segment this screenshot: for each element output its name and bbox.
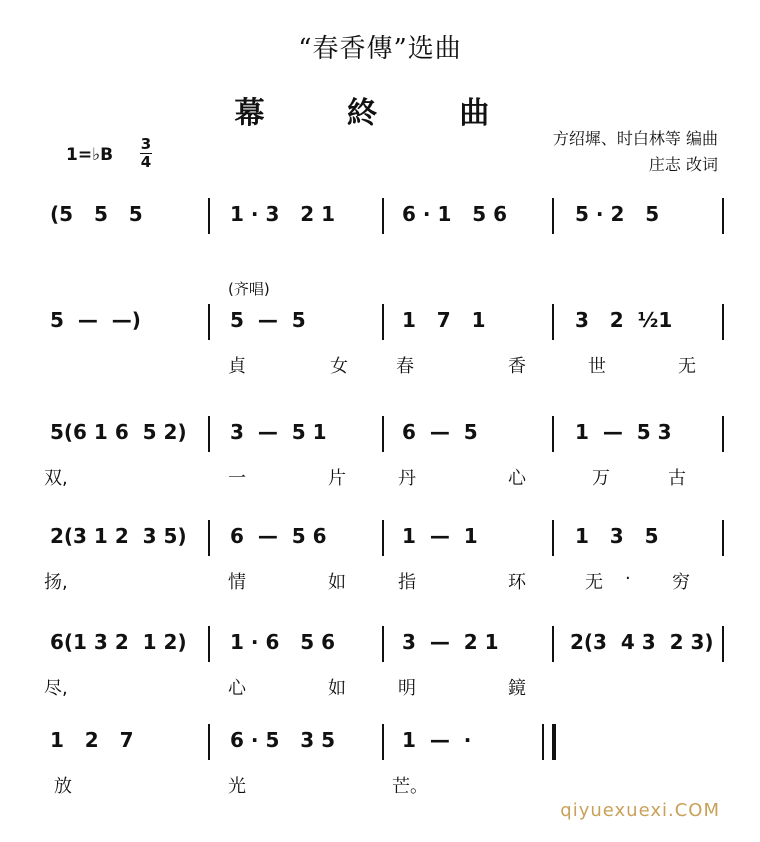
measure: 3 — 2 1	[402, 630, 499, 654]
lyric-syllable: 心	[508, 468, 526, 489]
measure: 5 — —)	[50, 308, 141, 332]
lyric-syllable: 片	[328, 468, 346, 489]
measure: 1 3 5	[575, 524, 659, 548]
barline	[552, 198, 554, 234]
score-system	[40, 300, 730, 377]
barline	[722, 416, 724, 452]
barline	[552, 416, 554, 452]
lyric-syllable: 世	[588, 356, 606, 377]
score-system	[40, 516, 730, 593]
barline	[722, 198, 724, 234]
barline	[722, 304, 724, 340]
lyric-syllable: 无	[678, 356, 696, 377]
lyric-syllable: 明	[398, 678, 416, 699]
lyric-syllable: 如	[328, 678, 346, 699]
lyric-syllable: 心	[228, 678, 246, 699]
composer-credit: 方绍墀、时白林等 编曲	[552, 129, 718, 148]
measure: 1 — 1	[402, 524, 478, 548]
lyric-syllable: 光	[228, 776, 246, 797]
score-system	[40, 194, 730, 254]
barline	[208, 626, 210, 662]
lyric-syllable: 春	[396, 356, 414, 377]
performance-hint: (齐唱)	[228, 280, 270, 298]
score-system	[40, 412, 730, 489]
measure: 1 7 1	[402, 308, 486, 332]
barline	[552, 626, 554, 662]
measure: 1 — 5 3	[575, 420, 672, 444]
lyric-syllable: 放	[54, 776, 72, 797]
measure: 5(6 1 6 5 2)	[50, 420, 187, 444]
lyric-syllable: 扬,	[44, 572, 68, 593]
lyric-syllable: 双,	[44, 468, 68, 489]
lyric-syllable: 一	[228, 468, 246, 489]
barline	[722, 626, 724, 662]
watermark: qiyuexuexi.COM	[560, 800, 720, 821]
lyricist-credit: 庄志 改词	[648, 155, 718, 174]
barline	[382, 198, 384, 234]
lyric-syllable: 丹	[398, 468, 416, 489]
measure: 5 — 5	[230, 308, 306, 332]
lyric-syllable: 鏡	[508, 678, 526, 699]
barline	[382, 304, 384, 340]
lyric-syllable: 情	[228, 572, 246, 593]
final-barline	[542, 724, 556, 760]
barline	[382, 416, 384, 452]
barline	[552, 520, 554, 556]
song-title: “春香傳”选曲	[298, 34, 462, 64]
lyric-syllable: 女	[330, 356, 348, 377]
time-signature	[140, 136, 152, 171]
key-signature: 1=♭B	[66, 145, 114, 165]
lyric-syllable: 芒。	[392, 776, 428, 797]
lyric-syllable: 尽,	[44, 678, 68, 699]
barline	[382, 724, 384, 760]
lyric-syllable: 万	[592, 468, 610, 489]
barline	[208, 304, 210, 340]
measure: 1 — ·	[402, 728, 472, 752]
lyric-syllable: 无	[585, 572, 603, 593]
measure: 2(3 4 3 2 3)	[570, 630, 714, 654]
score-system	[40, 720, 730, 797]
score-system	[40, 622, 730, 699]
lyric-syllable: ·	[625, 568, 631, 589]
lyric-syllable: 香	[508, 356, 526, 377]
measure: 6(1 3 2 1 2)	[50, 630, 187, 654]
measure: 6 · 5 3 5	[230, 728, 336, 752]
barline	[208, 724, 210, 760]
measure: 1 · 3 2 1	[230, 202, 336, 226]
measure: 6 · 1 5 6	[402, 202, 508, 226]
measure: (5 5 5	[50, 202, 143, 226]
measure: 2(3 1 2 3 5)	[50, 524, 187, 548]
barline	[208, 416, 210, 452]
measure: 1 · 6 5 6	[230, 630, 336, 654]
lyric-syllable: 如	[328, 572, 346, 593]
barline	[208, 520, 210, 556]
lyric-syllable: 环	[508, 572, 526, 593]
barline	[722, 520, 724, 556]
barline	[382, 626, 384, 662]
barline	[382, 520, 384, 556]
lyric-syllable: 貞	[228, 356, 246, 377]
meter-bottom: 4	[140, 153, 152, 171]
measure: 5 · 2 5	[575, 202, 660, 226]
measure: 6 — 5	[402, 420, 478, 444]
barline	[208, 198, 210, 234]
measure: 1 2 7	[50, 728, 134, 752]
meter-top: 3	[140, 135, 152, 153]
credits	[553, 126, 718, 178]
measure: 3 2 ½1	[575, 308, 673, 332]
measure: 6 — 5 6	[230, 524, 327, 548]
lyric-syllable: 穷	[672, 572, 690, 593]
lyric-syllable: 指	[398, 572, 416, 593]
lyric-syllable: 古	[668, 468, 686, 489]
song-subtitle: 幕 終 曲	[234, 96, 526, 131]
measure: 3 — 5 1	[230, 420, 327, 444]
barline	[552, 304, 554, 340]
